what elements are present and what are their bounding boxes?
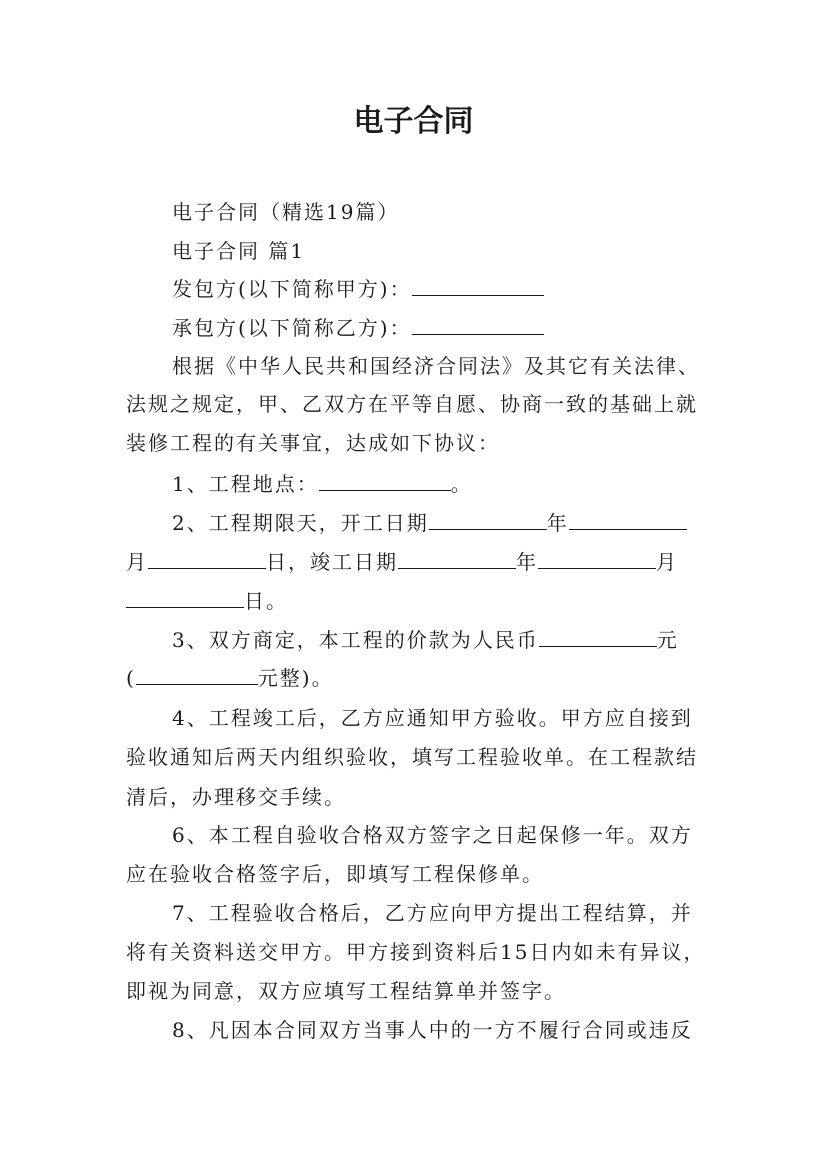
clause-2-line — [126, 548, 678, 576]
paren-open: ( — [126, 666, 136, 690]
clause-1-end: 。 — [450, 472, 473, 496]
price-words-blank — [136, 664, 258, 685]
end-year-blank — [398, 548, 516, 569]
clause-3-line — [126, 664, 334, 692]
year-label: 年 — [516, 550, 538, 574]
price-blank — [539, 626, 657, 647]
party-a-blank — [412, 275, 544, 296]
clause-3-line — [172, 626, 679, 654]
clause-4-line: 清后，办理移交手续。 — [126, 785, 346, 809]
clause-6-line: 应在验收合格签字后，即填写工程保修单。 — [126, 862, 544, 886]
preamble-line: 法规之规定，甲、乙双方在平等自愿、协商一致的基础上就 — [126, 392, 698, 416]
clause-7-line: 7、工程验收合格后，乙方应向甲方提出工程结算，并 — [172, 901, 693, 925]
section-heading: 电子合同 篇1 — [172, 239, 306, 263]
party-b-label: 承包方(以下简称乙方)： — [172, 316, 412, 340]
clause-3-text: 3、双方商定，本工程的价款为人民币 — [172, 628, 539, 652]
paren-close: 元整)。 — [257, 666, 334, 690]
clause-1 — [172, 470, 473, 498]
end-day-blank — [126, 587, 244, 608]
clause-7-line: 即视为同意，双方应填写工程结算单并签字。 — [126, 979, 566, 1003]
party-a-line — [172, 275, 544, 303]
document-title: 电子合同 — [353, 104, 474, 139]
clause-2-text: 2、工程期限天，开工日期 — [172, 511, 429, 535]
month-label: 月 — [656, 550, 678, 574]
year-label: 年 — [546, 511, 569, 535]
start-month-blank — [569, 509, 687, 530]
clause-8-line: 8、凡因本合同双方当事人中的一方不履行合同或违反 — [172, 1018, 693, 1042]
location-blank — [319, 470, 451, 491]
start-day-blank — [148, 548, 266, 569]
clause-2-line — [126, 587, 288, 615]
party-b-blank — [412, 314, 544, 335]
party-a-label: 发包方(以下简称甲方)： — [172, 277, 412, 301]
subtitle: 电子合同（精选19篇） — [172, 200, 400, 224]
day-label: 日。 — [244, 589, 288, 613]
preamble-line: 根据《中华人民共和国经济合同法》及其它有关法律、 — [172, 354, 700, 378]
month-label: 月 — [126, 550, 148, 574]
preamble-line: 装修工程的有关事宜，达成如下协议： — [126, 431, 500, 455]
clause-6-line: 6、本工程自验收合格双方签字之日起保修一年。双方 — [172, 823, 693, 847]
start-year-blank — [429, 509, 547, 530]
end-month-blank — [538, 548, 656, 569]
clause-7-line: 将有关资料送交甲方。甲方接到资料后15日内如未有异议， — [126, 940, 706, 964]
party-b-line — [172, 314, 544, 342]
clause-1-text: 1、工程地点： — [172, 472, 319, 496]
clause-2-line — [172, 509, 687, 537]
day-label: 日，竣工日期 — [266, 550, 398, 574]
clause-4-line: 4、工程竣工后，乙方应通知甲方验收。甲方应自接到 — [172, 706, 693, 730]
clause-4-line: 验收通知后两天内组织验收，填写工程验收单。在工程款结 — [126, 745, 698, 769]
unit-label: 元 — [656, 628, 679, 652]
